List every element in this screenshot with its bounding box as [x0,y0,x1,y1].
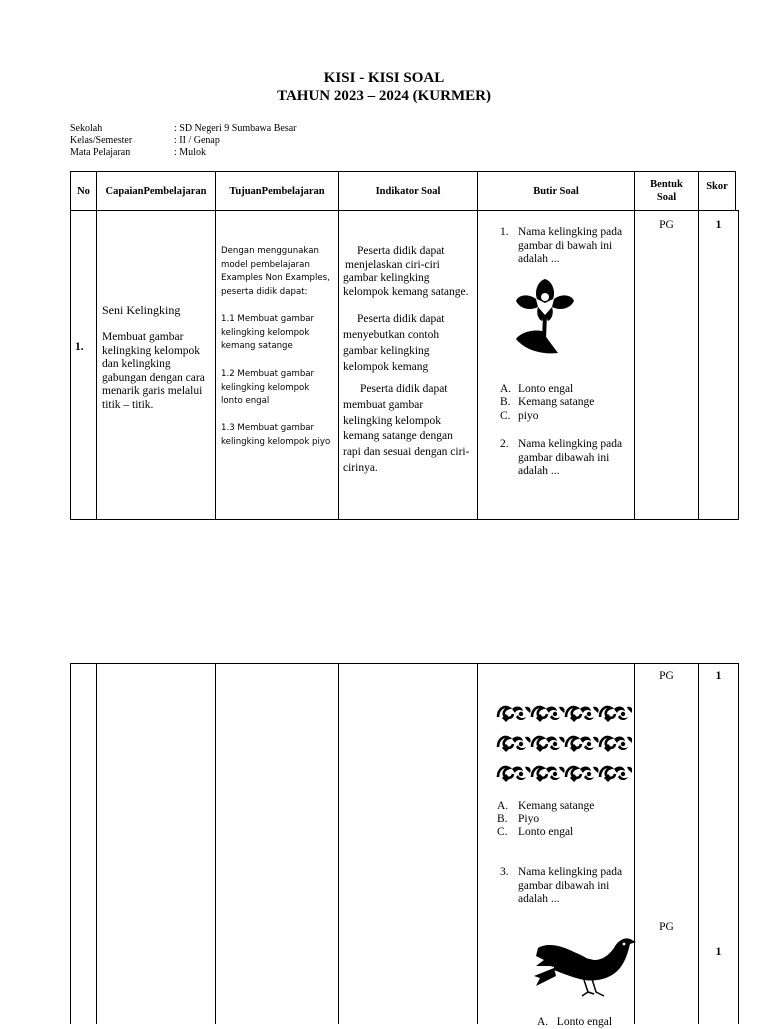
skor-3: 1 [715,946,722,958]
meta-sekolah-value: : SD Negeri 9 Sumbawa Besar [174,123,297,134]
capaian-line: gabungan dengan cara [102,371,205,384]
header-bentuk-line1: Bentuk [650,179,683,190]
bentuk-soal-2: PG [659,670,674,682]
tujuan-item-2 [221,368,314,409]
header-no: No [77,185,90,197]
question-2-text [518,438,622,479]
row-number: 1. [75,341,84,353]
option-text: Piyo [518,813,540,825]
tujuan-line: peserta didik dapat: [221,286,308,297]
capaian-line: menarik garis melalui [102,385,203,397]
option-letter: A. [500,383,512,395]
meta-kelas-value: : II / Genap [174,135,220,146]
question-line: adalah ... [518,893,560,905]
meta-sekolah-label: Sekolah [70,123,103,134]
indikator-line: Peserta didik dapat [357,245,445,257]
indikator-line: kemang satange dengan [343,430,453,443]
question-line: gambar dibawah ini [518,879,610,892]
tujuan-line: Examples Non Examples, [221,273,330,283]
flower-silhouette-icon [512,275,578,361]
bird-silhouette-icon [534,930,636,1000]
indikator-3 [343,382,469,477]
indikator-line: Peserta didik dapat [360,383,448,395]
tujuan-line: lonto engal [221,396,270,406]
tujuan-line: kelingking kelompok [221,382,310,393]
question-line: adalah ... [518,253,560,265]
q1-option-c [500,410,539,423]
option-text: Lonto engal [518,826,574,838]
header-skor: Skor [706,180,728,192]
question-line: gambar dibawah ini [518,451,610,464]
capaian-line: dan kelingking [102,358,171,370]
tujuan-line: kelingking kelompok piyo [221,436,331,447]
capaian-text [102,331,205,412]
tujuan-line: 1.3 Membuat gambar [221,423,315,433]
capaian-title: Seni Kelingking [102,303,181,317]
q1-option-b [500,396,595,409]
tujuan-line: Dengan menggunakan [221,246,319,256]
tujuan-line: kelingking kelompok [221,327,310,338]
tujuan-item-1 [221,313,314,354]
indikator-line: Peserta didik dapat [357,313,445,325]
indikator-line: menyebutkan contoh [343,329,440,341]
tujuan-item-3 [221,422,330,449]
header-bentuk-line2: Soal [656,192,677,203]
meta-kelas-label: Kelas/Semester [70,135,133,146]
indikator-line: rapi dan sesuai dengan ciri- [343,446,470,459]
indikator-line: membuat gambar [343,398,424,411]
option-letter: A. [497,800,509,812]
indikator-line: cirinya. [343,461,378,474]
option-letter: C. [497,826,508,838]
question-3-number: 3. [500,866,509,878]
question-1-text [518,226,622,267]
q3-option-a-partial: A. Lonto engal [537,1016,613,1028]
indikator-line: kelingking kelompok [343,414,442,427]
option-letter: B. [497,813,508,825]
tujuan-line: model pembelajaran [221,259,310,270]
header-tujuan: TujuanPembelajaran [229,185,325,197]
indikator-line: gambar kelingking [343,345,430,357]
header-capaian: CapaianPembelajaran [105,185,207,197]
q1-option-a [500,383,574,396]
option-letter: C. [500,410,511,422]
tujuan-line: 1.2 Membuat gambar [221,369,315,379]
indikator-line: kelompok kemang satange. [343,285,469,298]
option-text: Lonto engal [518,383,574,395]
option-letter: B. [500,396,511,408]
tujuan-line: 1.1 Membuat gambar [221,314,315,324]
indikator-line: kelompok kemang [343,361,429,373]
option-text: piyo [518,410,539,422]
question-2-number: 2. [500,438,509,450]
capaian-line: titik – titik. [102,398,154,411]
question-line: Nama kelingking pada [518,226,623,238]
option-text: Kemang satange [518,800,595,812]
question-1-number: 1. [500,226,509,238]
meta-mapel-value: : Mulok [174,147,206,158]
header-indikator: Indikator Soal [375,185,441,197]
q2-option-b [497,813,540,826]
indikator-line: gambar kelingking [343,272,430,284]
question-3-text [518,866,622,907]
question-line: gambar di bawah ini [518,239,613,252]
bentuk-soal-3: PG [659,921,674,933]
q2-option-c [497,826,574,839]
skor-2: 1 [715,670,722,682]
header-butir: Butir Soal [533,185,579,197]
tujuan-intro [221,245,330,299]
capaian-line: kelingking kelompok [102,344,201,357]
option-text: Kemang satange [518,396,595,408]
kelingking-pattern-icon [496,703,632,789]
q2-option-a [497,800,595,813]
question-line: Nama kelingking pada [518,866,623,878]
skor-1: 1 [715,219,722,231]
indikator-line: menjelaskan ciri-ciri [345,258,440,271]
document-subtitle: TAHUN 2023 – 2024 (KURMER) [277,88,491,104]
indikator-1 [343,245,469,299]
capaian-line: Membuat gambar [102,331,184,343]
header-bentuk [635,172,698,210]
bentuk-soal-1: PG [659,219,674,231]
document-title: KISI - KISI SOAL [323,70,445,86]
meta-mapel-label: Mata Pelajaran [70,147,131,158]
tujuan-line: kemang satange [221,341,293,351]
indikator-2 [343,311,445,375]
question-line: adalah ... [518,465,560,477]
question-line: Nama kelingking pada [518,438,623,450]
